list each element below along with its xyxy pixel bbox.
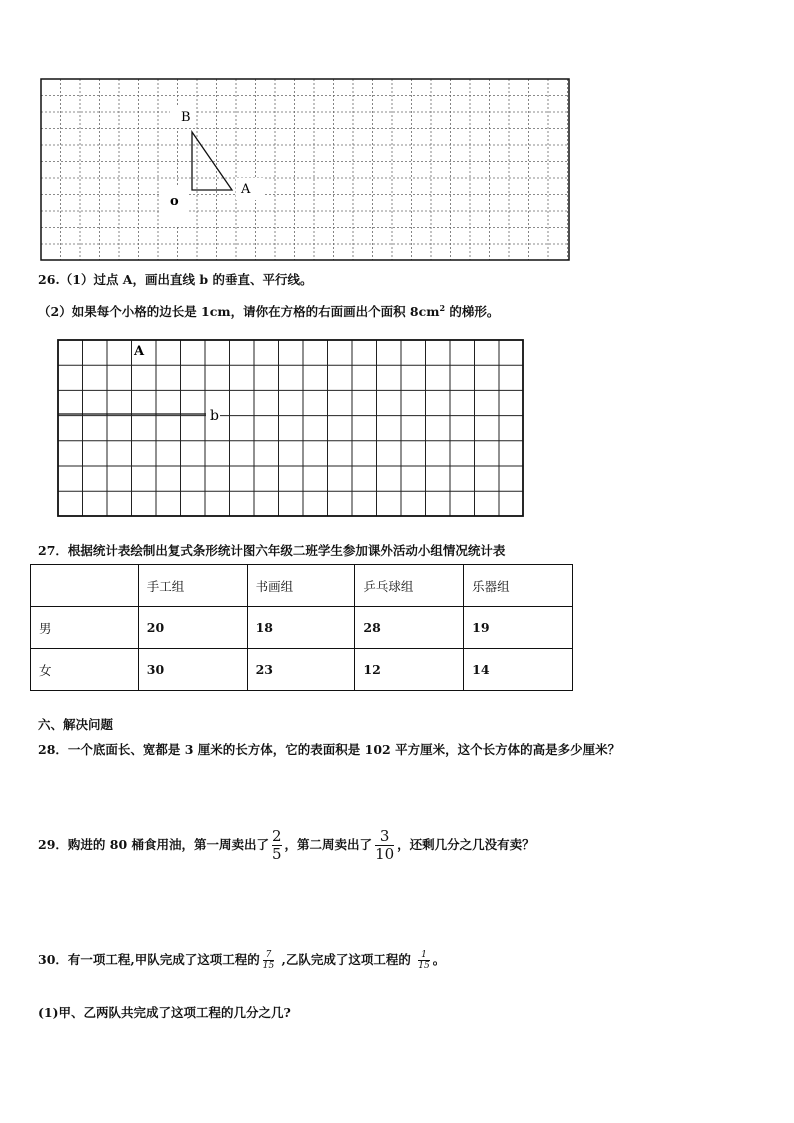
table-row-label: 女 bbox=[31, 649, 139, 691]
fraction-numerator: 1 bbox=[421, 950, 427, 960]
fraction-denominator: 15 bbox=[262, 961, 275, 971]
table-cell: 20 bbox=[138, 607, 247, 649]
fraction-numerator: 3 bbox=[379, 827, 390, 845]
question-30-text-3: 。 bbox=[432, 952, 446, 967]
superscript-2: 2 bbox=[439, 302, 446, 313]
table-cell: 30 bbox=[138, 649, 247, 691]
table-header-row bbox=[31, 565, 573, 607]
fraction-7-15 bbox=[263, 950, 274, 971]
question-27-title: 27．根据统计表绘制出复式条形统计图六年级二班学生参加课外活动小组情况统计表 bbox=[38, 543, 506, 558]
question-30-sub-1: (1)甲、乙两队共完成了这项工程的几分之几? bbox=[38, 1005, 291, 1020]
table-header-cell: 乒乓球组 bbox=[355, 565, 464, 607]
question-30-text-1: 30．有一项工程,甲队完成了这项工程的 bbox=[38, 952, 260, 967]
table-cell: 28 bbox=[355, 607, 464, 649]
fraction-numerator: 2 bbox=[272, 827, 282, 845]
fraction-denominator: 5 bbox=[272, 845, 282, 863]
question-26-part2 bbox=[38, 302, 499, 320]
fraction-numerator: 7 bbox=[265, 950, 272, 960]
label-b-vertex: B bbox=[181, 110, 191, 125]
question-30 bbox=[38, 950, 445, 971]
fraction-1-15 bbox=[418, 950, 429, 971]
question-29 bbox=[38, 828, 535, 863]
stats-table bbox=[30, 564, 573, 691]
table-cell: 19 bbox=[464, 607, 573, 649]
question-26-part2-pre: （2）如果每个小格的边长是 1cm，请你在方格的右面画出个面积 8cm bbox=[38, 304, 440, 319]
question-26-part1: 26.（1）过点 A，画出直线 b 的垂直、平行线。 bbox=[38, 272, 313, 287]
table-header-cell bbox=[31, 565, 139, 607]
right-triangle bbox=[192, 132, 232, 190]
table-row-label: 男 bbox=[31, 607, 139, 649]
table-header-cell: 书画组 bbox=[247, 565, 355, 607]
label-point-a: A bbox=[134, 344, 145, 359]
table-row bbox=[31, 607, 573, 649]
table-cell: 23 bbox=[247, 649, 355, 691]
fraction-denominator: 10 bbox=[375, 845, 395, 863]
question-29-text-2: ，第二周卖出了 bbox=[284, 837, 373, 852]
table-row bbox=[31, 649, 573, 691]
grid-figure-line-b bbox=[56, 338, 526, 520]
label-line-b: b bbox=[210, 408, 219, 424]
table-cell: 18 bbox=[247, 607, 355, 649]
question-28: 28．一个底面长、宽都是 3 厘米的长方体，它的表面积是 102 平方厘米，这个长方体的高是多少厘米？ bbox=[38, 742, 621, 757]
table-header-cell: 手工组 bbox=[138, 565, 247, 607]
label-o-origin: o bbox=[170, 194, 179, 209]
table-cell: 12 bbox=[355, 649, 464, 691]
section-title: 六、解决问题 bbox=[38, 717, 114, 732]
question-29-text-3: ，还剩几分之几没有卖？ bbox=[397, 837, 535, 852]
question-30-text-2: ,乙队完成了这项工程的 bbox=[277, 952, 416, 967]
table-header-cell: 乐器组 bbox=[464, 565, 573, 607]
question-26-part2-post: 的梯形。 bbox=[445, 304, 500, 319]
table-cell: 14 bbox=[464, 649, 573, 691]
fraction-3-10 bbox=[375, 828, 394, 863]
fraction-denominator: 15 bbox=[418, 961, 430, 971]
grid-figure-triangle bbox=[40, 78, 572, 262]
fraction-2-5 bbox=[272, 828, 282, 863]
label-a-vertex: A bbox=[241, 182, 251, 197]
question-29-text-1: 29．购进的 80 桶食用油，第一周卖出了 bbox=[38, 837, 269, 852]
